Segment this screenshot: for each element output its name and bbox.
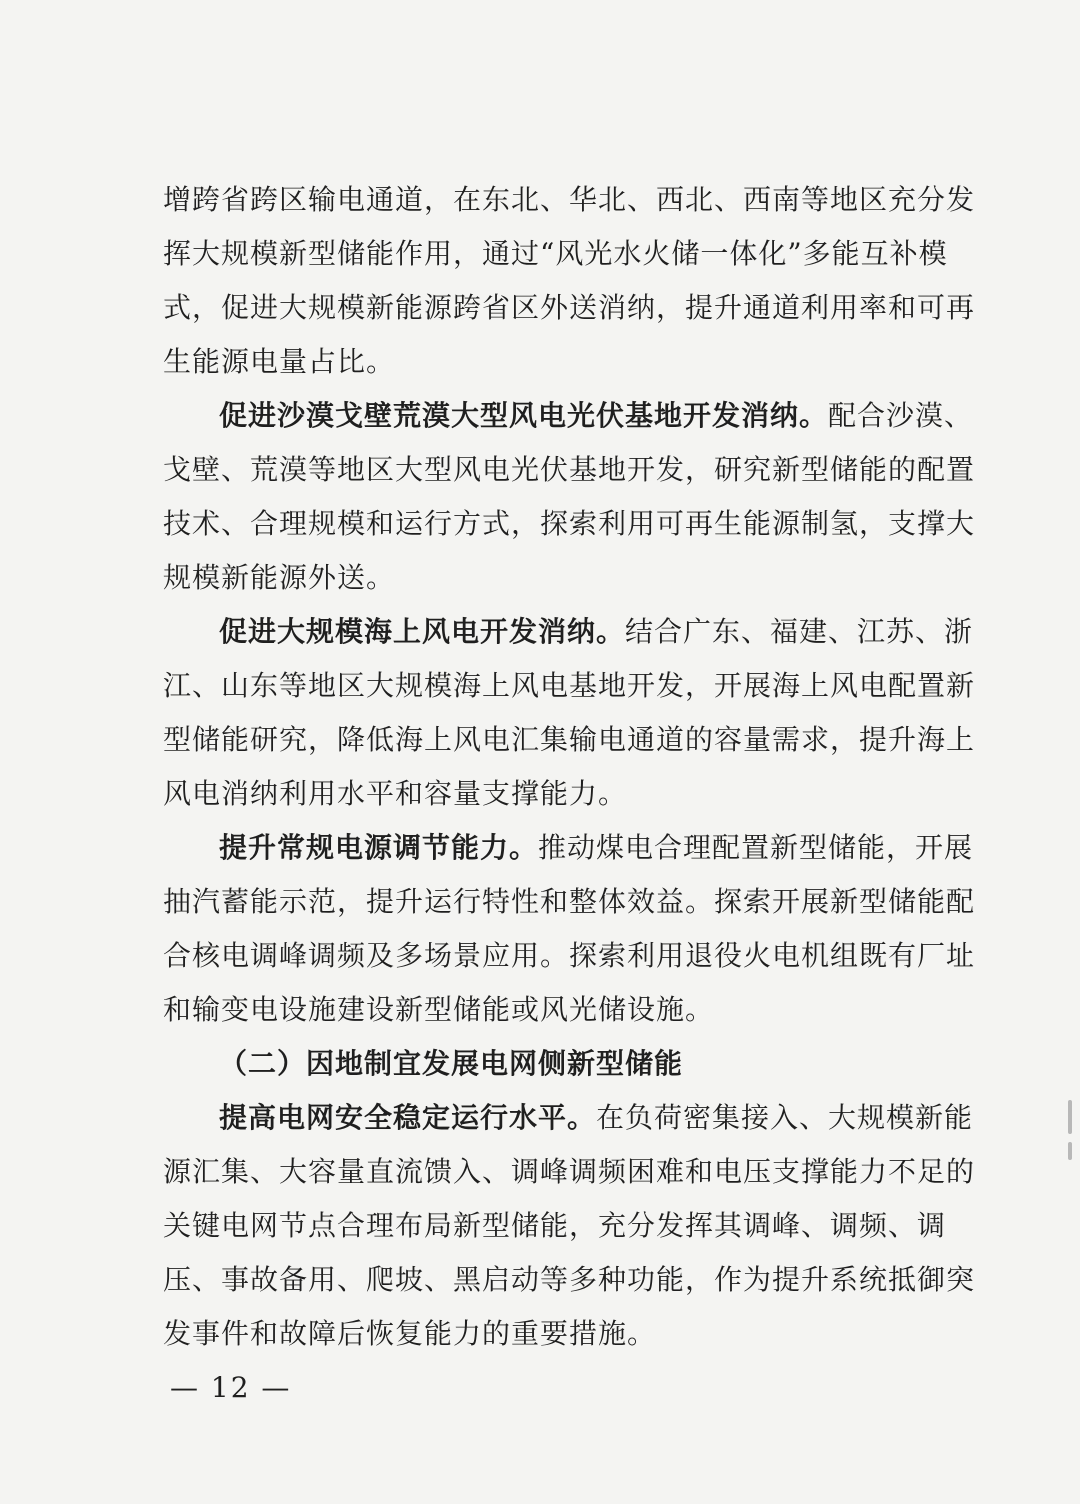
paragraph-first-line (219, 610, 974, 654)
page-number: — 12 — (170, 1371, 292, 1404)
body-text-line: 压、事故备用、爬坡、黑启动等多种功能，作为提升系统抵御突 (163, 1263, 976, 1296)
body-text: 推动煤电合理配置新型储能，开展 (538, 831, 974, 864)
body-text-line: 关键电网节点合理布局新型储能，充分发挥其调峰、调频、调 (163, 1209, 947, 1242)
body-text-line: 抽汽蓄能示范，提升运行特性和整体效益。探索开展新型储能配 (163, 885, 976, 918)
paragraph-lead-heading: 提升常规电源调节能力。 (219, 831, 539, 864)
body-text-line: 式，促进大规模新能源跨省区外送消纳，提升通道利用率和可再 (163, 291, 976, 324)
paragraph-lead-heading: 提高电网安全稳定运行水平。 (219, 1101, 597, 1134)
body-text: 结合广东、福建、江苏、浙 (625, 615, 974, 648)
body-text-line: 江、山东等地区大规模海上风电基地开发，开展海上风电配置新 (163, 669, 976, 702)
body-text: 在负荷密集接入、大规模新能 (596, 1101, 974, 1134)
section-heading: （二）因地制宜发展电网侧新型储能 (219, 1047, 684, 1080)
body-text-line: 风电消纳利用水平和容量支撑能力。 (163, 777, 628, 810)
body-text-line: 发事件和故障后恢复能力的重要措施。 (163, 1317, 657, 1350)
body-text-line: 和输变电设施建设新型储能或风光储设施。 (163, 993, 715, 1026)
body-text-line: 增跨省跨区输电通道，在东北、华北、西北、西南等地区充分发 (163, 183, 976, 216)
paragraph-first-line (219, 394, 974, 438)
body-text-line: 戈壁、荒漠等地区大型风电光伏基地开发，研究新型储能的配置 (163, 453, 976, 486)
body-text-line: 挥大规模新型储能作用，通过“风光水火储一体化”多能互补模 (163, 237, 948, 270)
scan-edge-mark (1068, 1100, 1072, 1134)
body-text-line: 生能源电量占比。 (163, 345, 396, 378)
body-text: 配合沙漠、 (828, 399, 974, 432)
paragraph-lead-heading: 促进大规模海上风电开发消纳。 (219, 615, 626, 648)
scan-edge-mark (1068, 1142, 1072, 1160)
body-text-line: 规模新能源外送。 (163, 561, 396, 594)
body-text-line: 技术、合理规模和运行方式，探索利用可再生能源制氢，支撑大 (163, 507, 976, 540)
paragraph-lead-heading: 促进沙漠戈壁荒漠大型风电光伏基地开发消纳。 (219, 399, 829, 432)
paragraph-first-line (219, 826, 974, 870)
body-text-line: 型储能研究，降低海上风电汇集输电通道的容量需求，提升海上 (163, 723, 976, 756)
body-text-line: 源汇集、大容量直流馈入、调峰调频困难和电压支撑能力不足的 (163, 1155, 976, 1188)
body-text-line: 合核电调峰调频及多场景应用。探索利用退役火电机组既有厂址 (163, 939, 976, 972)
paragraph-first-line (219, 1096, 974, 1140)
